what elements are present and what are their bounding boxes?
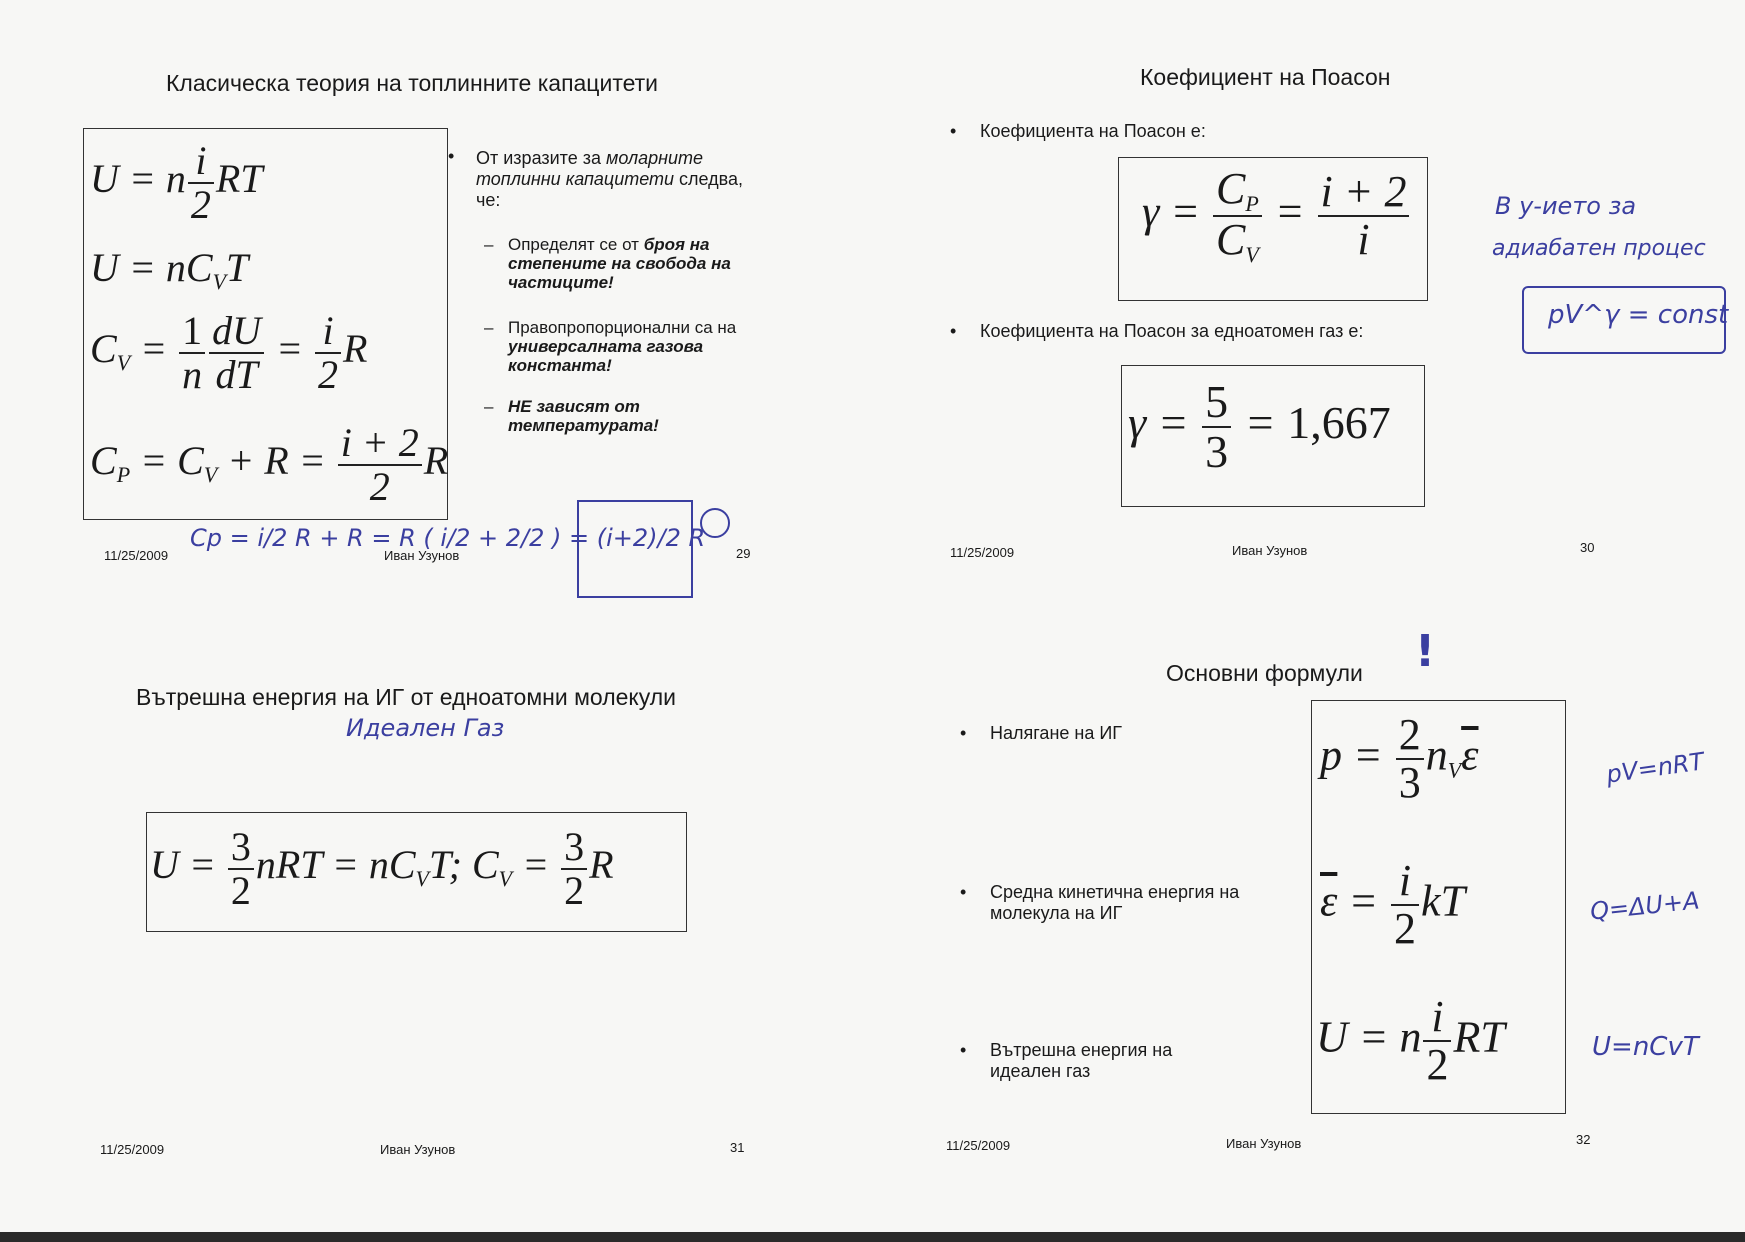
footer-page: 29	[736, 546, 751, 561]
bullet-monatomic: • Коефициента на Поасон за едноатомен газ е:	[950, 321, 1364, 341]
bullet-kinetic-energy: • Средна кинетична енергия на молекула на ИГ	[960, 882, 1240, 923]
handwritten-ideal-gas-law: pV=nRT	[1604, 747, 1706, 789]
footer-page: 32	[1576, 1132, 1591, 1147]
formula-internal-energy: U = $\frac{3}{2}$ nRT = $nC_VT$; $C_V$ = $\frac{3}{2}$ R	[150, 824, 614, 913]
formula-cv: $C_V$ = $\frac{1}{n}$ $\frac{dU}{dT}$ = $\frac{i}{2}$ R	[90, 308, 368, 397]
bullet-pressure: • Налягане на ИГ	[960, 723, 1123, 743]
sub-bullet-3: – НЕ зависят от температурата!	[484, 397, 659, 435]
formula-cp: $C_P = C_V + R$ = $\frac{i + 2}{2}$ R	[90, 420, 449, 509]
sub-bullet-1: – Определят се от броя на степените на свобода на частиците!	[484, 235, 731, 292]
handwritten-internal-energy: U=nCvT	[1592, 1032, 1699, 1062]
handwritten-note-2: адиабатен процес	[1492, 236, 1706, 261]
slide-title: Класическа теория на топлинните капацитети	[166, 70, 659, 96]
formula-gamma: γ = $\frac{C_P}{C_V}$ = $\frac{i + 2}{i}$	[1142, 166, 1411, 266]
handwritten-exclamation: !	[1415, 626, 1436, 677]
footer-page: 30	[1580, 540, 1595, 555]
handwritten-adiabatic-formula: pV^γ = const	[1548, 300, 1729, 330]
handwritten-cp-derivation: Cp = i/2 R + R = R ( i/2 + 2/2 ) = (i+2)/2 R	[190, 524, 706, 552]
handwritten-circle-mark	[700, 508, 730, 538]
footer-author: Иван Узунов	[1232, 543, 1308, 558]
handwritten-first-law: Q=ΔU+A	[1588, 886, 1701, 926]
footer-author: Иван Узунов	[1226, 1136, 1302, 1151]
handwritten-ideal-gas: Идеален Газ	[346, 714, 505, 742]
footer-author: Иван Узунов	[384, 548, 460, 563]
sub-bullet-2: – Правопропорционални са на универсалната газова константа!	[484, 318, 737, 375]
footer-date: 11/25/2009	[104, 548, 169, 563]
slide-title: Коефициент на Поасон	[1140, 64, 1391, 90]
formula-u-ncvt: $U = nC_VT$	[90, 245, 249, 294]
slide-title: Вътрешна енергия на ИГ от едноатомни молекули	[136, 684, 676, 710]
footer-page: 31	[730, 1140, 745, 1155]
footer-date: 11/25/2009	[950, 545, 1015, 560]
formula-gamma-value: γ = $\frac{5}{3}$ = 1,667	[1128, 376, 1391, 478]
scanner-edge	[0, 1232, 1745, 1242]
formula-u-ni2rt: U = n $\frac{i}{2}$ RT	[90, 138, 263, 227]
handwritten-note-1: В у-ието за	[1495, 192, 1637, 220]
slide-title: Основни формули	[1166, 660, 1363, 686]
handwritten-box	[577, 500, 693, 598]
formula-pressure: p = $\frac{2}{3}$ $n_V\overline{\varepsilon}$	[1320, 710, 1479, 808]
footer-author: Иван Узунов	[380, 1142, 456, 1157]
bullet-intro: • От изразите за моларните топлинни капацитети следва, че:	[448, 146, 744, 210]
bullet-poisson: • Коефициента на Поасон е:	[950, 121, 1206, 141]
footer-date: 11/25/2009	[100, 1142, 165, 1157]
formula-internal-energy: U = n $\frac{i}{2}$ RT	[1316, 992, 1505, 1090]
formula-kinetic-energy: $\overline{\varepsilon}$ = $\frac{i}{2}$ kT	[1320, 856, 1466, 954]
bullet-internal-energy: • Вътрешна енергия на идеален газ	[960, 1040, 1173, 1081]
footer-date: 11/25/2009	[946, 1138, 1011, 1153]
